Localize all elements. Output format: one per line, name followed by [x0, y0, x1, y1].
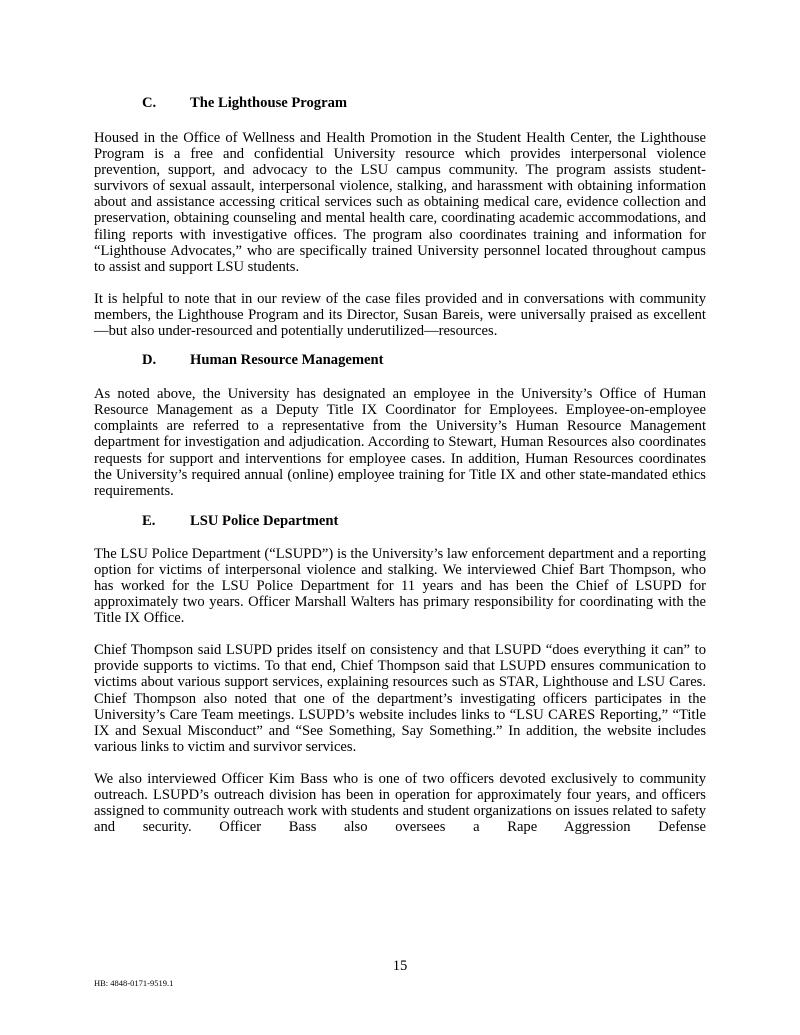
section-letter: E. [142, 512, 156, 529]
paragraph: Housed in the Office of Wellness and Health Promotion in the Student Health Center, the Lighthouse Program is a free and confidential University resource which provides interpersonal violence prevention, support, and advocacy to the LSU campus community. The program assists student-survivors of sexual assault, interpersonal violence, stalking, and harassment with obtaining information about and assistance accessing critical services such as obtaining medical care, evidence collection and preservation, obtaining counseling and mental health care, coordinating academic accommodations, and filing reports with investigative offices. The program also coordinates training and information for “Lighthouse Advocates,” who are specifically trained University personnel located throughout campus to assist and support LSU students. [94, 130, 706, 275]
section-title: LSU Police Department [190, 512, 339, 529]
section-heading-c [94, 94, 706, 112]
paragraph: We also interviewed Officer Kim Bass who is one of two officers devoted exclusively to community outreach. LSUPD’s outreach division has been in operation for approximately four years, and officers assigned to community outreach work with students and student organizations on issues related to safety and security. Officer Bass also oversees a Rape Aggression Defense [94, 770, 706, 836]
paragraph: As noted above, the University has designated an employee in the University’s Office of Human Resource Management as a Deputy Title IX Coordinator for Employees. Employee-on-employee complaints are referred to a representative from the University’s Human Resource Management department for investigation and adjudication. According to Stewart, Human Resources also coordinates requests for support and interventions for employee cases. In addition, Human Resources coordinates the University’s required annual (online) employee training for Title IX and other state-mandated ethics requirements. [94, 386, 706, 499]
section-heading-e [94, 512, 706, 530]
section-title: The Lighthouse Program [190, 95, 348, 111]
section-title: Human Resource Management [190, 352, 384, 369]
paragraph: The LSU Police Department (“LSUPD”) is the University’s law enforcement department and a reporting option for victims of interpersonal violence and stalking. We interviewed Chief Bart Thompson, who has worked for the LSU Police Department for 11 years and has been the Chief of LSUPD for approximately two years. Officer Marshall Walters has primary responsibility for coordinating with the Title IX Office. [94, 545, 706, 627]
paragraph: Chief Thompson said LSUPD prides itself on consistency and that LSUPD “does everything it can” to provide supports to victims. To that end, Chief Thompson said that LSUPD ensures communication to victims about various support services, explaining resources such as STAR, Lighthouse and LSU Cares. Chief Thompson also noted that one of the department’s investigating officers participates in the University’s Care Team meetings. LSUPD’s website includes links to “LSU CARES Reporting,” “Title IX and Sexual Misconduct” and “See Something, Say Something.” In addition, the website includes various links to victim and survivor services. [94, 642, 706, 755]
section-letter: C. [142, 95, 157, 111]
page-number: 15 [392, 958, 408, 974]
document-footer-id: HB: 4848-0171-9519.1 [94, 978, 174, 988]
page-content [94, 94, 706, 835]
section-heading-d [94, 351, 706, 369]
paragraph: It is helpful to note that in our review of the case files provided and in conversations with community members, the Lighthouse Program and its Director, Susan Bareis, were universally praised as excellent—but also under-resourced and potentially underutilized—resources. [94, 290, 706, 340]
section-letter: D. [142, 352, 157, 369]
